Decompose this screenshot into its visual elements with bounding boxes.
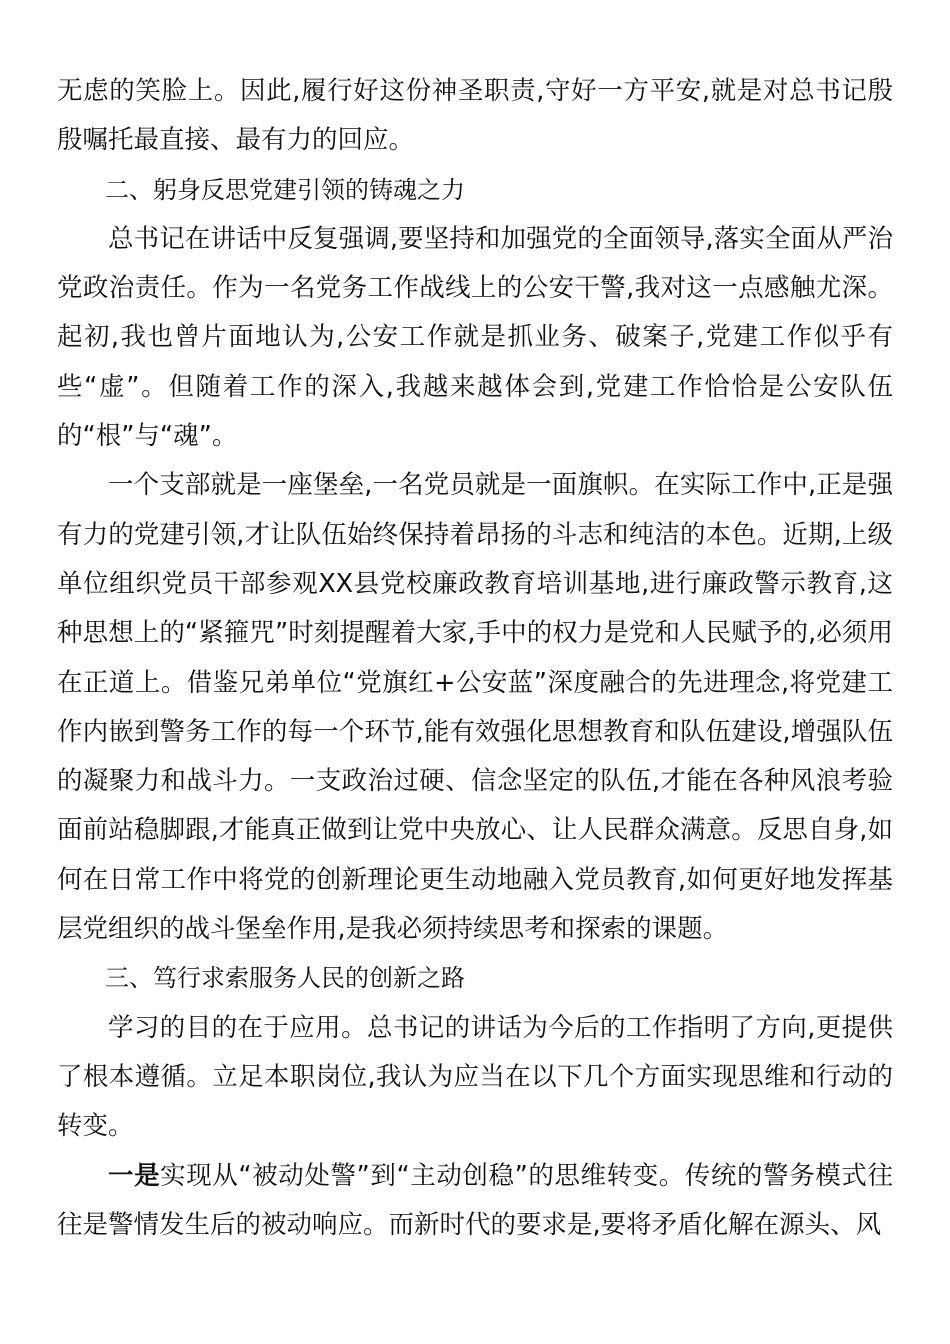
point-text: 实现从“被动处警”到“主动创稳”的思维转变。传统的警务模式往往是警情发生后的被动响应。而新时代的要求是,要将矛盾化解在源头、风 <box>57 1160 893 1240</box>
document-page <box>57 67 893 1250</box>
paragraph-branch-fortress: 一个支部就是一座堡垒,一名党员就是一面旗帜。在实际工作中,正是强有力的党建引领,才让队伍始终保持着昂扬的斗志和纯洁的本色。近期,上级单位组织党员干部参观XX县党校廉政教育培训基地,进行廉政警示教育,这种思想上的“紧箍咒”时刻提醒着大家,手中的权力是党和人民赋予的,必须用在正道上。借鉴兄弟单位“党旗红+公安蓝”深度融合的先进理念,将党建工作内嵌到警务工作的每一个环节,能有效强化思想教育和队伍建设,增强队伍的凝聚力和战斗力。一支政治过硬、信念坚定的队伍,才能在各种风浪考验面前站稳脚跟,才能真正做到让党中央放心、让人民群众满意。反思自身,如何在日常工作中将党的创新理论更生动地融入党员教育,如何更好地发挥基层党组织的战斗堡垒作用,是我必须持续思考和探索的课题。 <box>57 470 893 945</box>
paragraph-continued: 无虑的笑脸上。因此,履行好这份神圣职责,守好一方平安,就是对总书记殷殷嘱托最直接、最有力的回应。 <box>57 76 893 156</box>
paragraph-learning-purpose: 学习的目的在于应用。总书记的讲话为今后的工作指明了方向,更提供了根本遵循。立足本职岗位,我认为应当在以下几个方面实现思维和行动的转变。 <box>57 1012 893 1142</box>
section-heading-3: 三、笃行求索服务人民的创新之路 <box>105 964 465 993</box>
paragraph-first-point <box>57 1152 893 1251</box>
point-lead-bold: 一是 <box>108 1160 161 1191</box>
paragraph-party-building: 总书记在讲话中反复强调,要坚持和加强党的全面领导,落实全面从严治党政治责任。作为一名党务工作战线上的公安干警,我对这一点感触尤深。起初,我也曾片面地认为,公安工作就是抓业务、破案子,党建工作似乎有些“虚”。但随着工作的深入,我越来越体会到,党建工作恰恰是公安队伍的“根”与“魂”。 <box>57 223 893 452</box>
section-heading-2: 二、躬身反思党建引领的铸魂之力 <box>105 175 465 204</box>
